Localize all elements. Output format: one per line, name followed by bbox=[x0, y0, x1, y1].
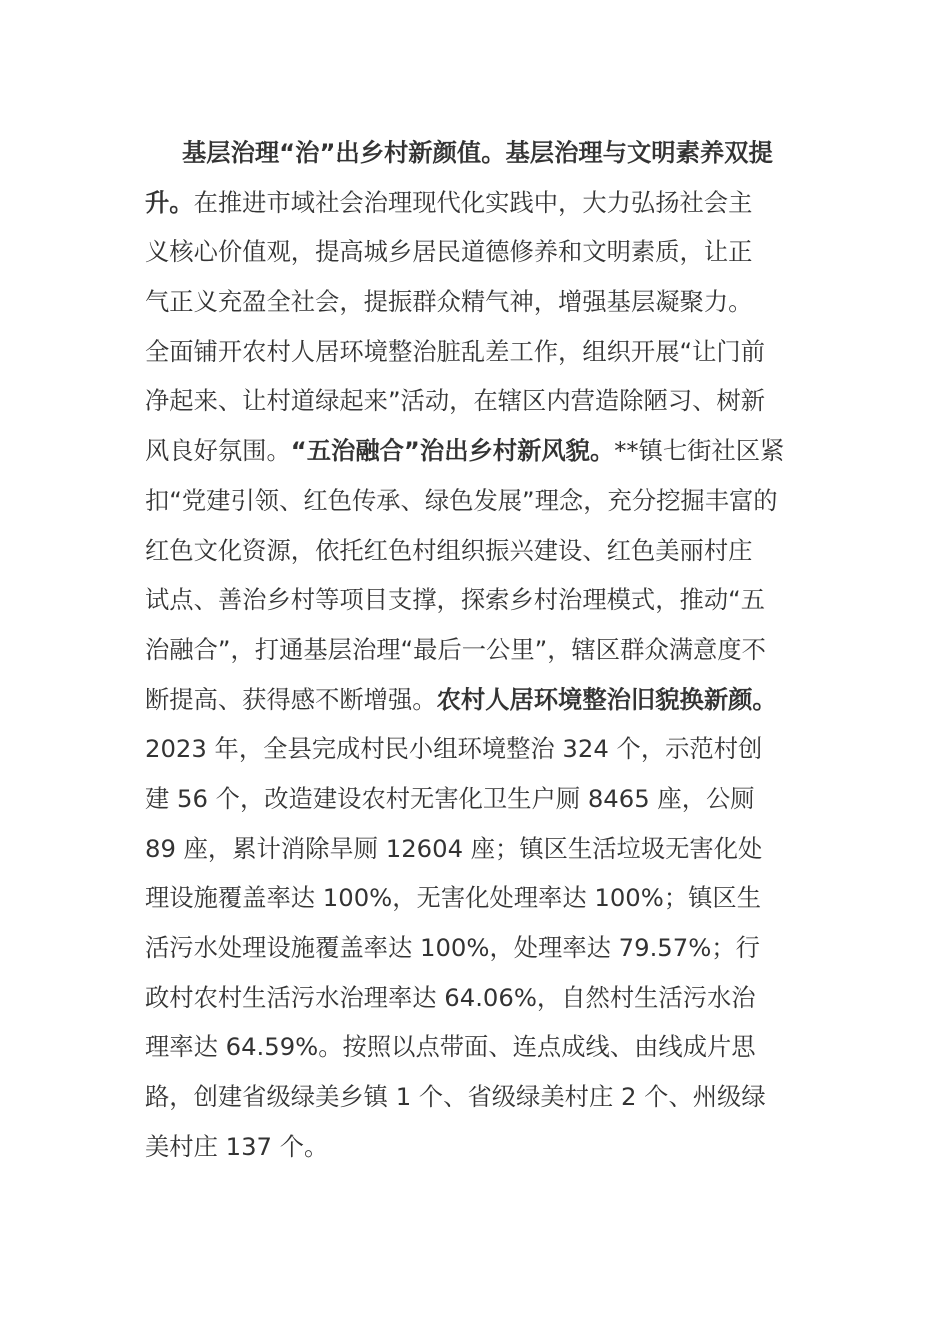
text-line bbox=[145, 277, 805, 327]
body-text: 扣“党建引领、红色传承、绿色发展”理念，充分挖掘丰富的 bbox=[145, 485, 778, 515]
body-text: 理设施覆盖率达 100%，无害化处理率达 100%；镇区生 bbox=[145, 883, 762, 913]
body-text: 风良好氛围。 bbox=[145, 436, 291, 466]
text-line bbox=[145, 476, 805, 526]
bold-heading-text: 农村人居环境整治旧貌换新颜。 bbox=[436, 684, 777, 714]
body-text: 红色文化资源，依托红色村组织振兴建设、红色美丽村庄 bbox=[145, 535, 753, 565]
body-text: 政村农村生活污水治理率达 64.06%，自然村生活污水治 bbox=[145, 982, 756, 1012]
text-line bbox=[145, 376, 805, 426]
text-line bbox=[145, 227, 805, 277]
text-line bbox=[145, 1122, 805, 1172]
body-text: 治融合”，打通基层治理“最后一公里”，辖区群众满意度不 bbox=[145, 634, 766, 664]
body-text: 试点、善治乡村等项目支撑，探索乡村治理模式，推动“五 bbox=[145, 585, 766, 615]
text-line bbox=[145, 923, 805, 973]
document-body bbox=[145, 128, 805, 1171]
body-text: 理率达 64.59%。按照以点带面、连点成线、由线成片思 bbox=[145, 1032, 756, 1062]
text-line bbox=[145, 1022, 805, 1072]
body-text: 美村庄 137 个。 bbox=[145, 1131, 329, 1161]
body-text: **镇七街社区紧 bbox=[614, 436, 785, 466]
text-line bbox=[145, 973, 805, 1023]
body-text: 净起来、让村道绿起来”活动，在辖区内营造除陋习、树新 bbox=[145, 386, 766, 416]
body-text: 建 56 个，改造建设农村无害化卫生户厕 8465 座，公厕 bbox=[145, 783, 755, 813]
bold-heading-text: 升。 bbox=[145, 187, 194, 217]
text-line bbox=[145, 724, 805, 774]
text-line bbox=[145, 178, 805, 228]
text-line bbox=[145, 625, 805, 675]
text-line bbox=[145, 873, 805, 923]
body-text: 气正义充盈全社会，提振群众精气神，增强基层凝聚力。 bbox=[145, 287, 753, 317]
bold-heading-text: 基层治理“治”出乡村新颜值。基层治理与文明素养双提 bbox=[182, 138, 773, 167]
text-line bbox=[145, 128, 805, 178]
text-line bbox=[145, 575, 805, 625]
body-text: 2023 年，全县完成村民小组环境整治 324 个，示范村创 bbox=[145, 734, 763, 764]
body-text: 89 座，累计消除旱厕 12604 座；镇区生活垃圾无害化处 bbox=[145, 833, 763, 863]
text-line bbox=[145, 824, 805, 874]
body-text: 路，创建省级绿美乡镇 1 个、省级绿美村庄 2 个、州级绿 bbox=[145, 1082, 766, 1112]
body-text: 活污水处理设施覆盖率达 100%，处理率达 79.57%；行 bbox=[145, 933, 760, 962]
body-text: 义核心价值观，提高城乡居民道德修养和文明素质，让正 bbox=[145, 237, 753, 267]
text-line bbox=[145, 526, 805, 576]
text-line bbox=[145, 1072, 805, 1122]
text-line bbox=[145, 327, 805, 377]
body-text: 全面铺开农村人居环境整治脏乱差工作，组织开展“让门前 bbox=[145, 336, 766, 366]
body-text: 在推进市域社会治理现代化实践中，大力弘扬社会主 bbox=[193, 187, 753, 217]
text-line bbox=[145, 426, 805, 476]
text-line bbox=[145, 774, 805, 824]
bold-heading-text: “五治融合”治出乡村新风貌。 bbox=[290, 436, 615, 466]
body-text: 断提高、获得感不断增强。 bbox=[145, 684, 437, 714]
text-line bbox=[145, 675, 805, 725]
